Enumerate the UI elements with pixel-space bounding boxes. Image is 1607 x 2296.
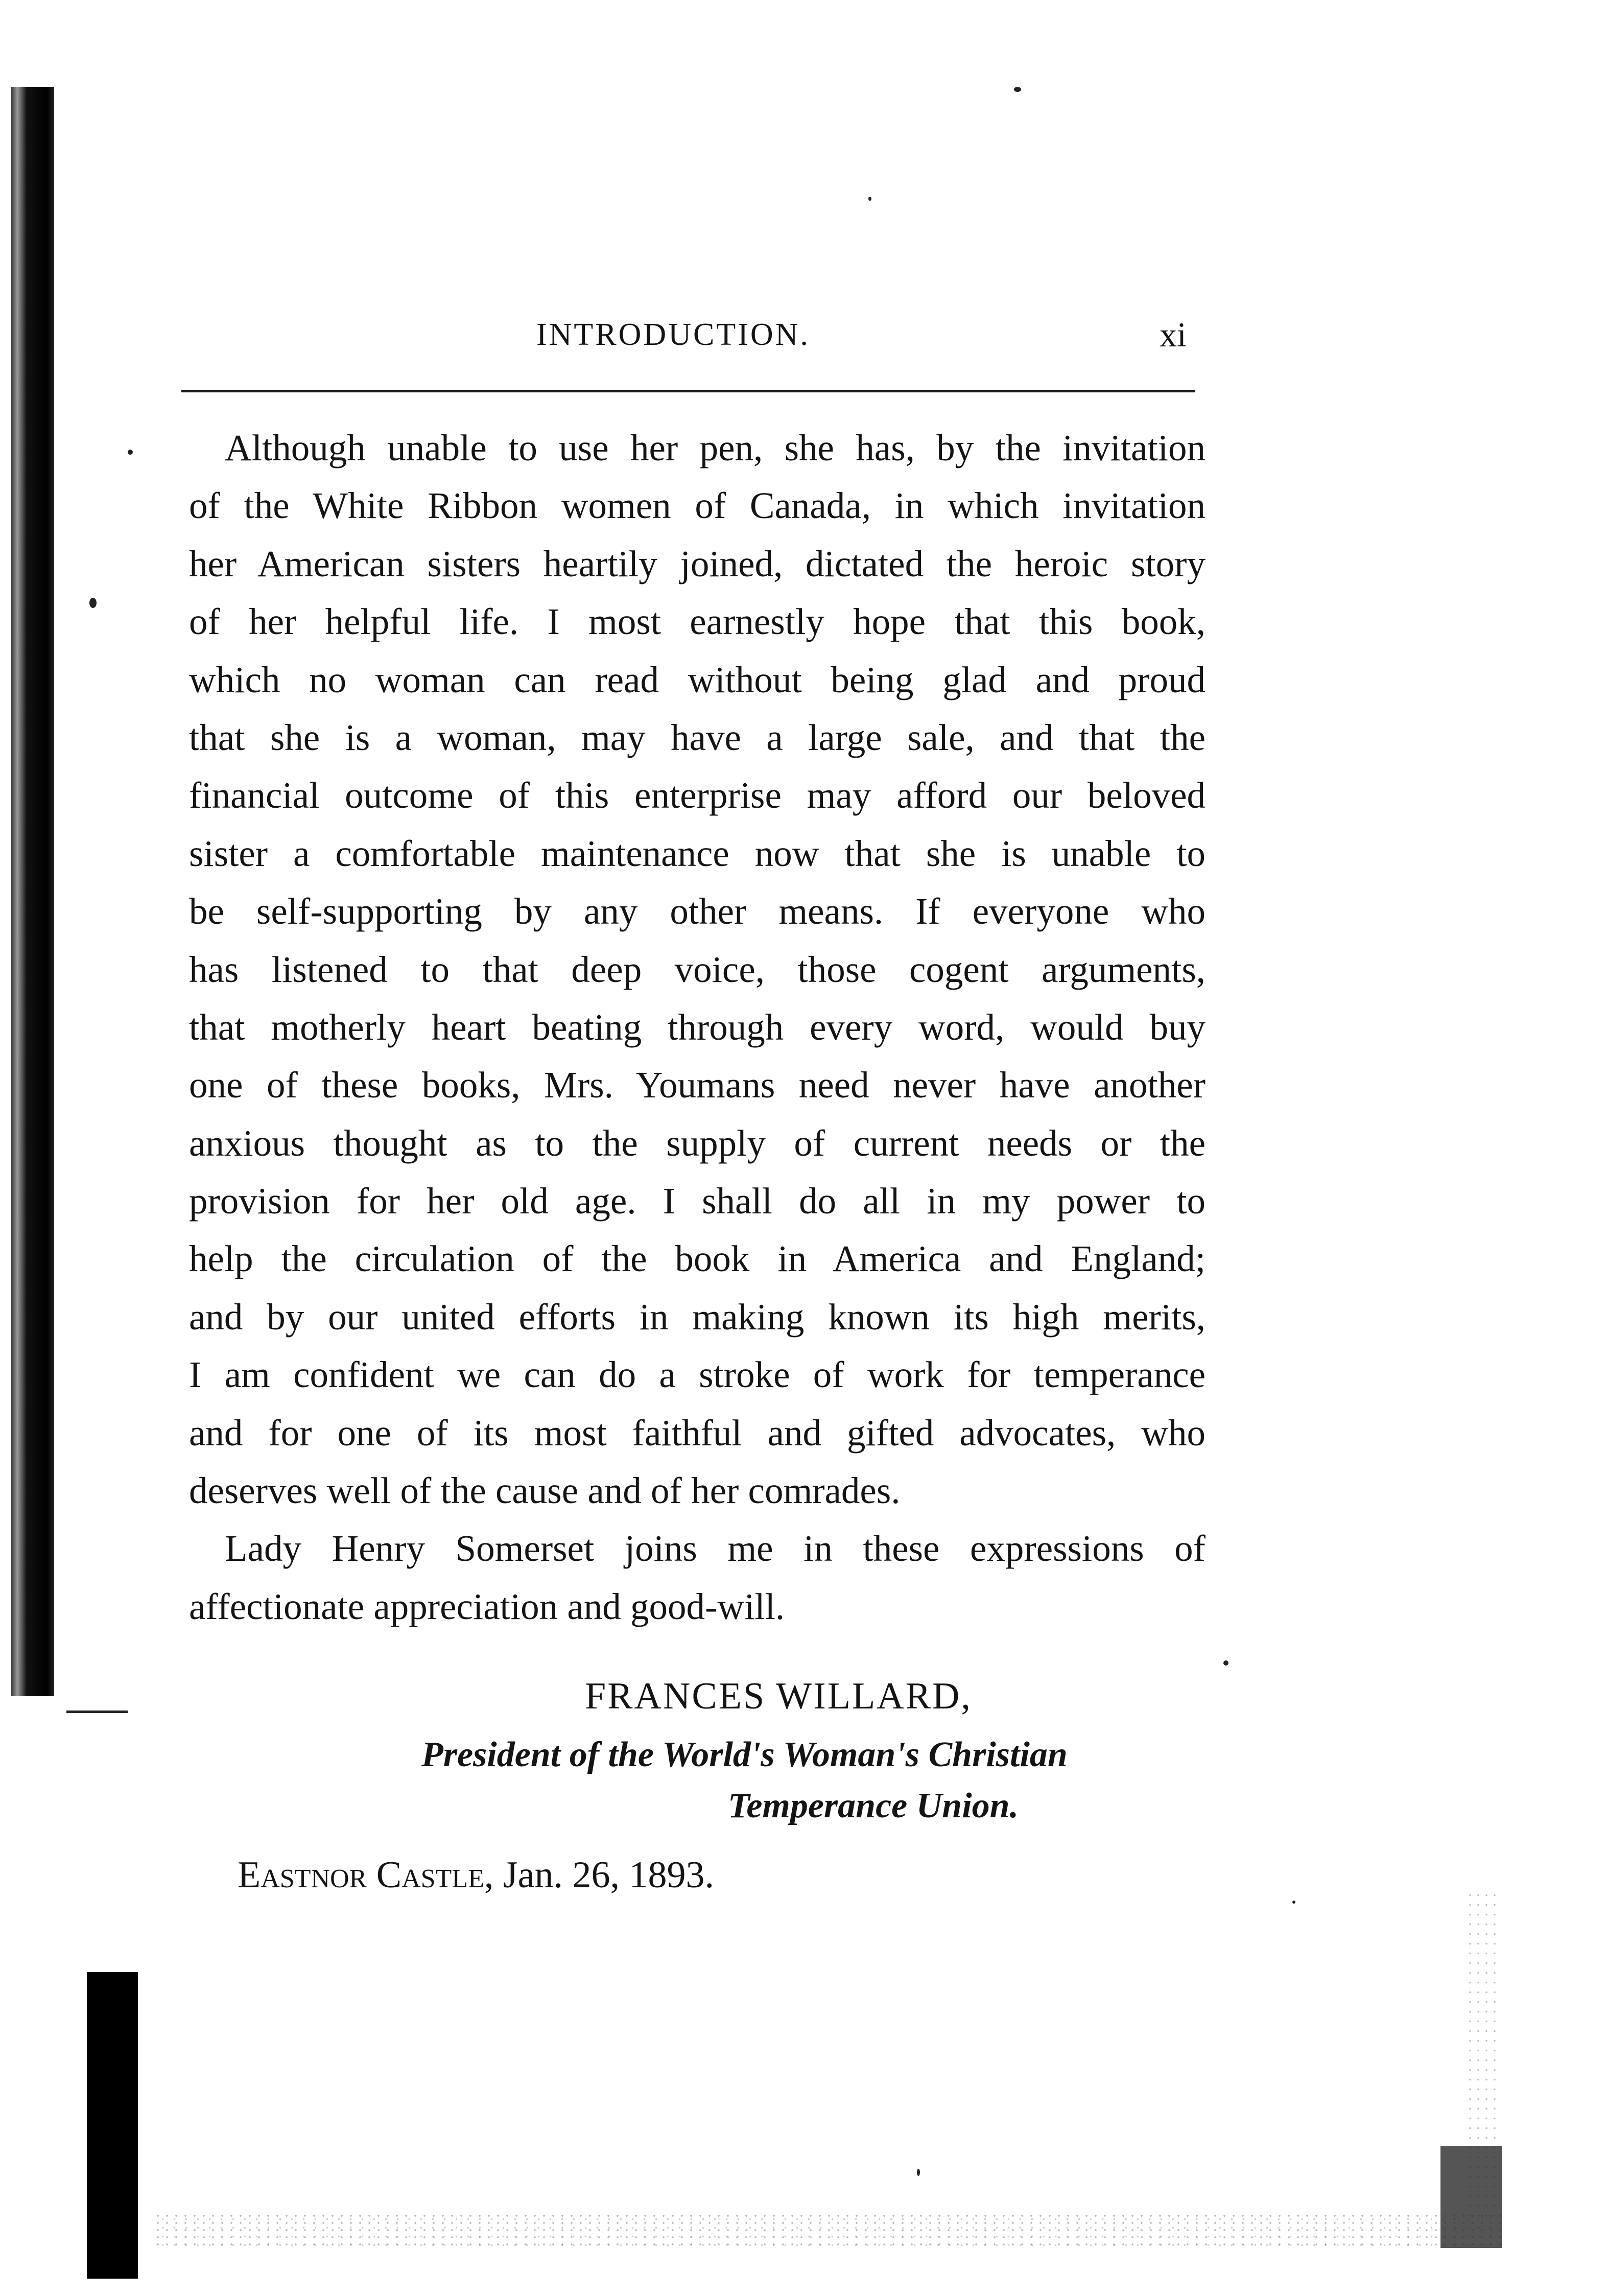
text-line: sister a comfortable maintenance now that she is unable to	[189, 832, 1206, 874]
scan-noise-corner	[1440, 2146, 1502, 2248]
text-line: I am confident we can do a stroke of work for temperance	[189, 1354, 1206, 1396]
scan-noise-bottom	[153, 2212, 1502, 2248]
binding-edge-shadow-lower	[87, 1972, 138, 2279]
dateline	[238, 1849, 714, 1901]
text-line: deserves well of the cause and of her comrades.	[189, 1470, 901, 1512]
running-header	[181, 314, 1203, 355]
scan-mark	[66, 1711, 128, 1713]
scan-speck	[1014, 87, 1021, 92]
text-line: and by our united efforts in making known its high merits,	[189, 1296, 1206, 1338]
running-title: INTRODUCTION.	[536, 317, 810, 352]
dateline-place: Eastnor Castle,	[238, 1854, 494, 1896]
scan-speck	[1223, 1660, 1228, 1666]
text-line: financial outcome of this enterprise may afford our beloved	[189, 775, 1206, 816]
scan-speck	[917, 2169, 920, 2176]
text-line: and for one of its most faithful and gifted advocates, who	[189, 1412, 1206, 1454]
text-line: one of these books, Mrs. Youmans need never have another	[189, 1064, 1206, 1106]
text-line: Although unable to use her pen, she has, by the invitation	[225, 427, 1206, 468]
text-line: has listened to that deep voice, those cogent arguments,	[189, 948, 1206, 990]
signer-organization: Temperance Union.	[728, 1786, 1019, 1825]
binding-edge-shadow	[11, 87, 54, 1696]
signer-role: President of the World's Woman's Christian	[421, 1735, 1068, 1774]
text-line: of the White Ribbon women of Canada, in which invitation	[189, 485, 1206, 527]
text-line: help the circulation of the book in America and England;	[189, 1238, 1206, 1280]
text-line: affectionate appreciation and good-will.	[189, 1585, 785, 1627]
text-line: provision for her old age. I shall do all in my power to	[189, 1180, 1206, 1222]
signer-name: FRANCES WILLARD,	[585, 1675, 972, 1717]
text-line: her American sisters heartily joined, dictated the heroic story	[189, 543, 1206, 584]
body-text	[189, 419, 1206, 1635]
text-line: that motherly heart beating through every word, would buy	[189, 1006, 1206, 1048]
page-number: xi	[1160, 315, 1187, 354]
text-line: anxious thought as to the supply of current needs or the	[189, 1122, 1206, 1164]
scan-speck	[128, 450, 133, 455]
scan-speck	[868, 197, 871, 201]
text-line: that she is a woman, may have a large sale, and that the	[189, 716, 1206, 758]
header-rule	[181, 390, 1195, 392]
text-line: which no woman can read without being glad and proud	[189, 659, 1206, 700]
text-line: Lady Henry Somerset joins me in these expressions of	[225, 1528, 1206, 1569]
text-line: of her helpful life. I most earnestly hope that this book,	[189, 601, 1206, 643]
dateline-date: Jan. 26, 1893.	[503, 1854, 715, 1896]
scan-speck	[89, 598, 97, 608]
text-line: be self-supporting by any other means. If everyone who	[189, 891, 1206, 932]
scan-speck	[1292, 1901, 1295, 1904]
